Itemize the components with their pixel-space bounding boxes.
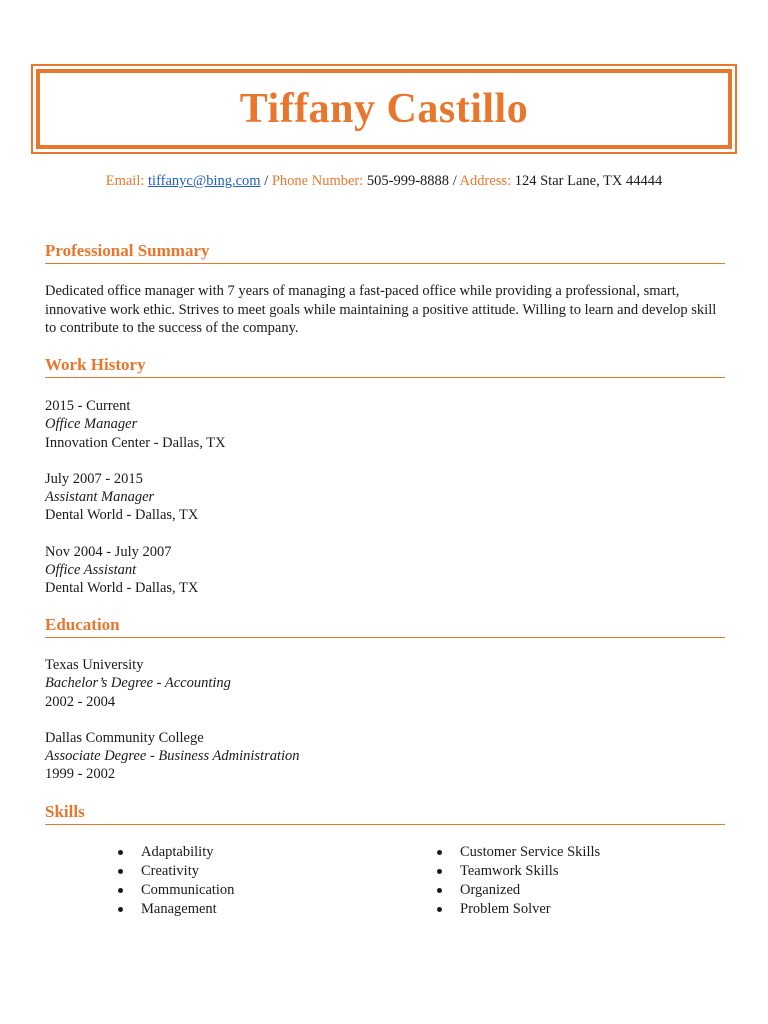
summary-text: Dedicated office manager with 7 years of managing a fast-paced office while providing a professional, smart, innovative work ethic. Strives to meet goals while maintaining a positive attitude. Willing to learn and develop skill to contribute to the success of the company. — [45, 283, 717, 336]
skill-item: Organized — [433, 881, 600, 900]
work-place: Dental World - Dallas, TX — [45, 507, 199, 524]
skills-list-right — [433, 843, 600, 919]
email-label: Email: — [105, 173, 145, 189]
candidate-name: Tiffany Castillo — [239, 86, 529, 132]
contact-separator: / — [260, 173, 272, 189]
work-dates: Nov 2004 - July 2007 — [45, 543, 172, 560]
skill-item: Creativity — [114, 862, 234, 881]
education-years: 1999 - 2002 — [45, 766, 116, 783]
phone-label: Phone Number: — [271, 173, 364, 189]
skill-item: Problem Solver — [433, 900, 600, 919]
work-dates: 2015 - Current — [45, 398, 131, 414]
email-link[interactable]: tiffanyc@bing.com — [148, 173, 261, 189]
skill-item: Customer Service Skills — [433, 843, 600, 862]
skill-item: Management — [114, 900, 234, 919]
summary-heading: Professional Summary — [45, 241, 725, 264]
education-school: Texas University — [45, 657, 144, 673]
skills-list-left — [114, 843, 234, 919]
education-degree: Associate Degree - Business Administration — [45, 748, 300, 765]
summary-section — [45, 282, 725, 338]
education-section — [45, 656, 725, 802]
work-history-heading: Work History — [45, 355, 725, 378]
work-entry — [45, 397, 725, 452]
name-frame — [31, 64, 737, 154]
contact-separator: / — [449, 173, 460, 189]
work-entry — [45, 470, 725, 525]
skill-item: Communication — [114, 881, 234, 900]
education-school: Dallas Community College — [45, 729, 204, 746]
name-frame-inner — [36, 69, 732, 149]
work-place: Innovation Center - Dallas, TX — [45, 434, 226, 451]
work-dates: July 2007 - 2015 — [45, 470, 143, 487]
work-role: Office Manager — [45, 416, 138, 433]
education-entry — [45, 729, 725, 784]
education-years: 2002 - 2004 — [45, 693, 116, 710]
phone-value: 505-999-8888 — [366, 173, 450, 189]
skills-heading: Skills — [45, 802, 725, 825]
skill-item: Adaptability — [114, 843, 234, 862]
work-role: Office Assistant — [45, 562, 137, 579]
education-heading: Education — [45, 615, 725, 638]
work-role: Assistant Manager — [45, 489, 155, 506]
education-degree: Bachelor’s Degree - Accounting — [45, 675, 231, 692]
contact-line — [0, 172, 768, 190]
work-entry — [45, 543, 725, 598]
address-label: Address: — [459, 173, 512, 189]
skill-item: Teamwork Skills — [433, 862, 600, 881]
work-place: Dental World - Dallas, TX — [45, 580, 199, 597]
address-value: 124 Star Lane, TX 44444 — [514, 173, 663, 189]
education-entry — [45, 656, 725, 711]
work-history-section — [45, 397, 725, 616]
